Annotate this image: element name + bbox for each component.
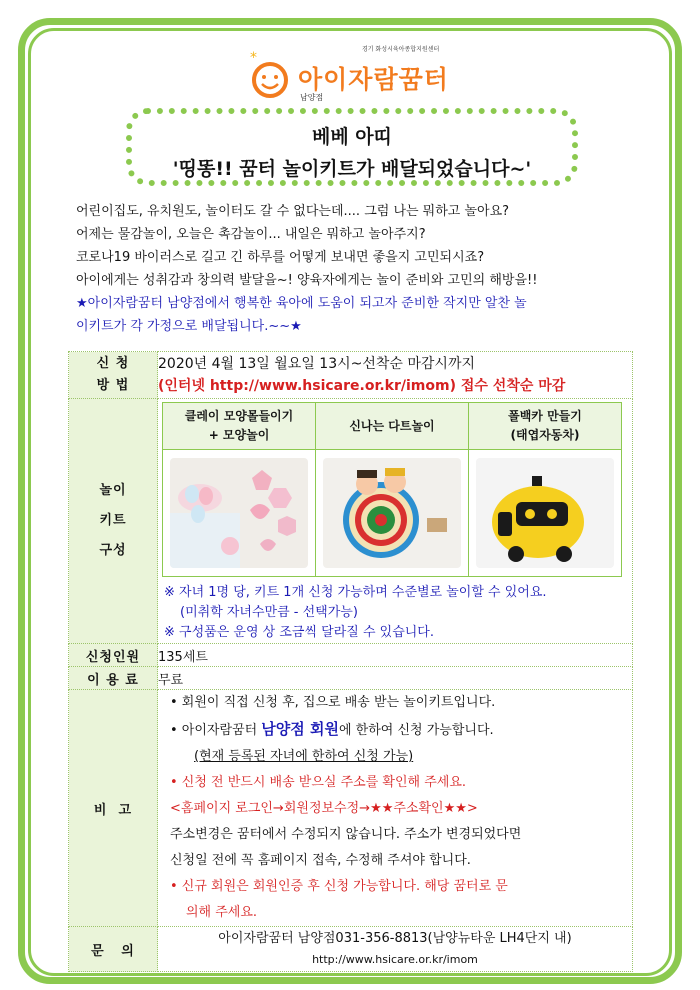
intro-line-highlight: 이키트가 각 가정으로 배달됩니다.~~★	[76, 319, 302, 334]
remark-9: 의해 주세요.	[186, 905, 258, 920]
apply-label	[69, 352, 158, 399]
kit-note-3: ※ 구성품은 운영 상 조금씩 달라질 수 있습니다.	[164, 625, 434, 640]
apply-label-1: 신 청	[96, 356, 130, 371]
remark-2a: • 아이자람꿈터	[170, 723, 262, 738]
intro-line: 코로나19 바이러스로 길고 긴 하루를 어떻게 보내면 좋을지 고민되시죠?	[76, 250, 485, 265]
center-logo	[244, 42, 474, 104]
people-row	[69, 644, 633, 667]
kit-photo-clay	[163, 450, 316, 577]
intro-line: 어제는 물감놀이, 오늘은 촉감놀이... 내일은 뭐하고 놀아주지?	[76, 227, 426, 242]
kit-title-line: 클레이 모양몰들이기	[184, 409, 294, 423]
remark-2b: 남양점 회원	[261, 720, 339, 738]
kit-label-1: 놀이	[99, 483, 127, 498]
kit-photo-car	[469, 450, 622, 577]
logo-name: 아이자람꿈터	[298, 65, 449, 94]
agency-name: 경기 화성시육아종합지원센터	[362, 46, 440, 53]
intro-line-highlight: ★아이자람꿈터 남양점에서 행복한 육아에 도움이 되고자 준비한 작지만 알찬 놀	[76, 296, 527, 311]
apply-label-2: 방 법	[96, 378, 130, 393]
apply-url[interactable]: (인터넷 http://www.hsicare.or.kr/imom) 접수 선착순 마감	[158, 378, 566, 394]
car-photo	[476, 458, 614, 568]
remarks-label: 비 고	[69, 690, 158, 927]
intro-line: 아이에게는 성취감과 창의력 발달을~! 양육자에게는 놀이 준비와 고민의 해방을!!	[76, 273, 538, 288]
smiley-logo-icon	[244, 48, 296, 100]
kit-title-car	[469, 403, 622, 450]
kit-label-2: 키트	[99, 513, 127, 528]
remarks-row	[69, 690, 633, 927]
remarks-value	[158, 690, 633, 927]
remark-8: • 신규 회원은 회원인증 후 신청 가능합니다. 해당 꿈터로 문	[170, 879, 508, 894]
kit-notes	[158, 583, 632, 643]
title-box	[126, 108, 578, 186]
logo-branch: 남양점	[300, 93, 324, 102]
apply-value	[158, 352, 633, 399]
intro-text	[76, 200, 636, 338]
contact-label: 문 의	[69, 927, 158, 972]
kit-label-3: 구성	[99, 543, 127, 558]
apply-date: 2020년 4월 13일 월요일 13시~선착순 마감시까지	[158, 356, 476, 372]
clay-photo	[170, 458, 308, 568]
kit-label	[69, 399, 158, 644]
apply-row	[69, 352, 633, 399]
remark-2	[170, 716, 632, 744]
fee-label: 이 용 료	[69, 667, 158, 690]
kit-title-line: + 모양놀이	[208, 428, 270, 442]
remark-7: 신청일 전에 꼭 홈페이지 접속, 수정해 주셔야 합니다.	[170, 853, 471, 868]
kit-grid	[162, 402, 622, 577]
remark-6: 주소변경은 꿈터에서 수정되지 않습니다. 주소가 변경되었다면	[170, 827, 522, 842]
kit-content	[158, 399, 633, 644]
kit-title-clay	[163, 403, 316, 450]
kit-title-line: 신나는 다트놀이	[349, 418, 435, 433]
intro-line: 어린이집도, 유치원도, 놀이터도 갈 수 없다는데.... 그럼 나는 뭐하고 놀아요?	[76, 204, 510, 219]
fee-value: 무료	[158, 667, 633, 690]
remark-3: (현재 등록된 자녀에 한하여 신청 가능)	[194, 749, 414, 764]
info-table	[68, 351, 633, 972]
svg-text:*: *	[250, 50, 257, 66]
contact-row	[69, 927, 633, 972]
title-line-2: '띵똥!! 꿈터 놀이키트가 배달되었습니다~'	[172, 158, 532, 180]
kit-note-1: ※ 자녀 1명 당, 키트 1개 신청 가능하며 수준별로 놀이할 수 있어요.	[164, 585, 547, 600]
contact-line-1: 아이자람꿈터 남양점031-356-8813(남양뉴타운 LH4단지 내)	[218, 931, 572, 946]
dart-photo	[323, 458, 461, 568]
kit-title-line: (태엽자동차)	[510, 428, 580, 442]
kit-note-2: (미취학 자녀수만큼 - 선택가능)	[180, 605, 358, 620]
contact-url[interactable]: http://www.hsicare.or.kr/imom	[312, 953, 478, 966]
remark-4: • 신청 전 반드시 배송 받으실 주소를 확인해 주세요.	[170, 775, 467, 790]
remark-1: • 회원이 직접 신청 후, 집으로 배송 받는 놀이키트입니다.	[170, 695, 496, 710]
remark-2c: 에 한하여 신청 가능합니다.	[338, 723, 494, 738]
kit-title-line: 폴백카 만들기	[508, 409, 582, 423]
fee-row	[69, 667, 633, 690]
people-label: 신청인원	[69, 644, 158, 667]
contact-value	[158, 927, 633, 972]
kit-photo-dart	[316, 450, 469, 577]
people-value: 135세트	[158, 644, 633, 667]
title-line-1: 베베 아띠	[311, 126, 393, 148]
remark-5: <홈페이지 로그인→회원정보수정→★★주소확인★★>	[170, 801, 478, 816]
kit-row	[69, 399, 633, 644]
kit-title-dart	[316, 403, 469, 450]
